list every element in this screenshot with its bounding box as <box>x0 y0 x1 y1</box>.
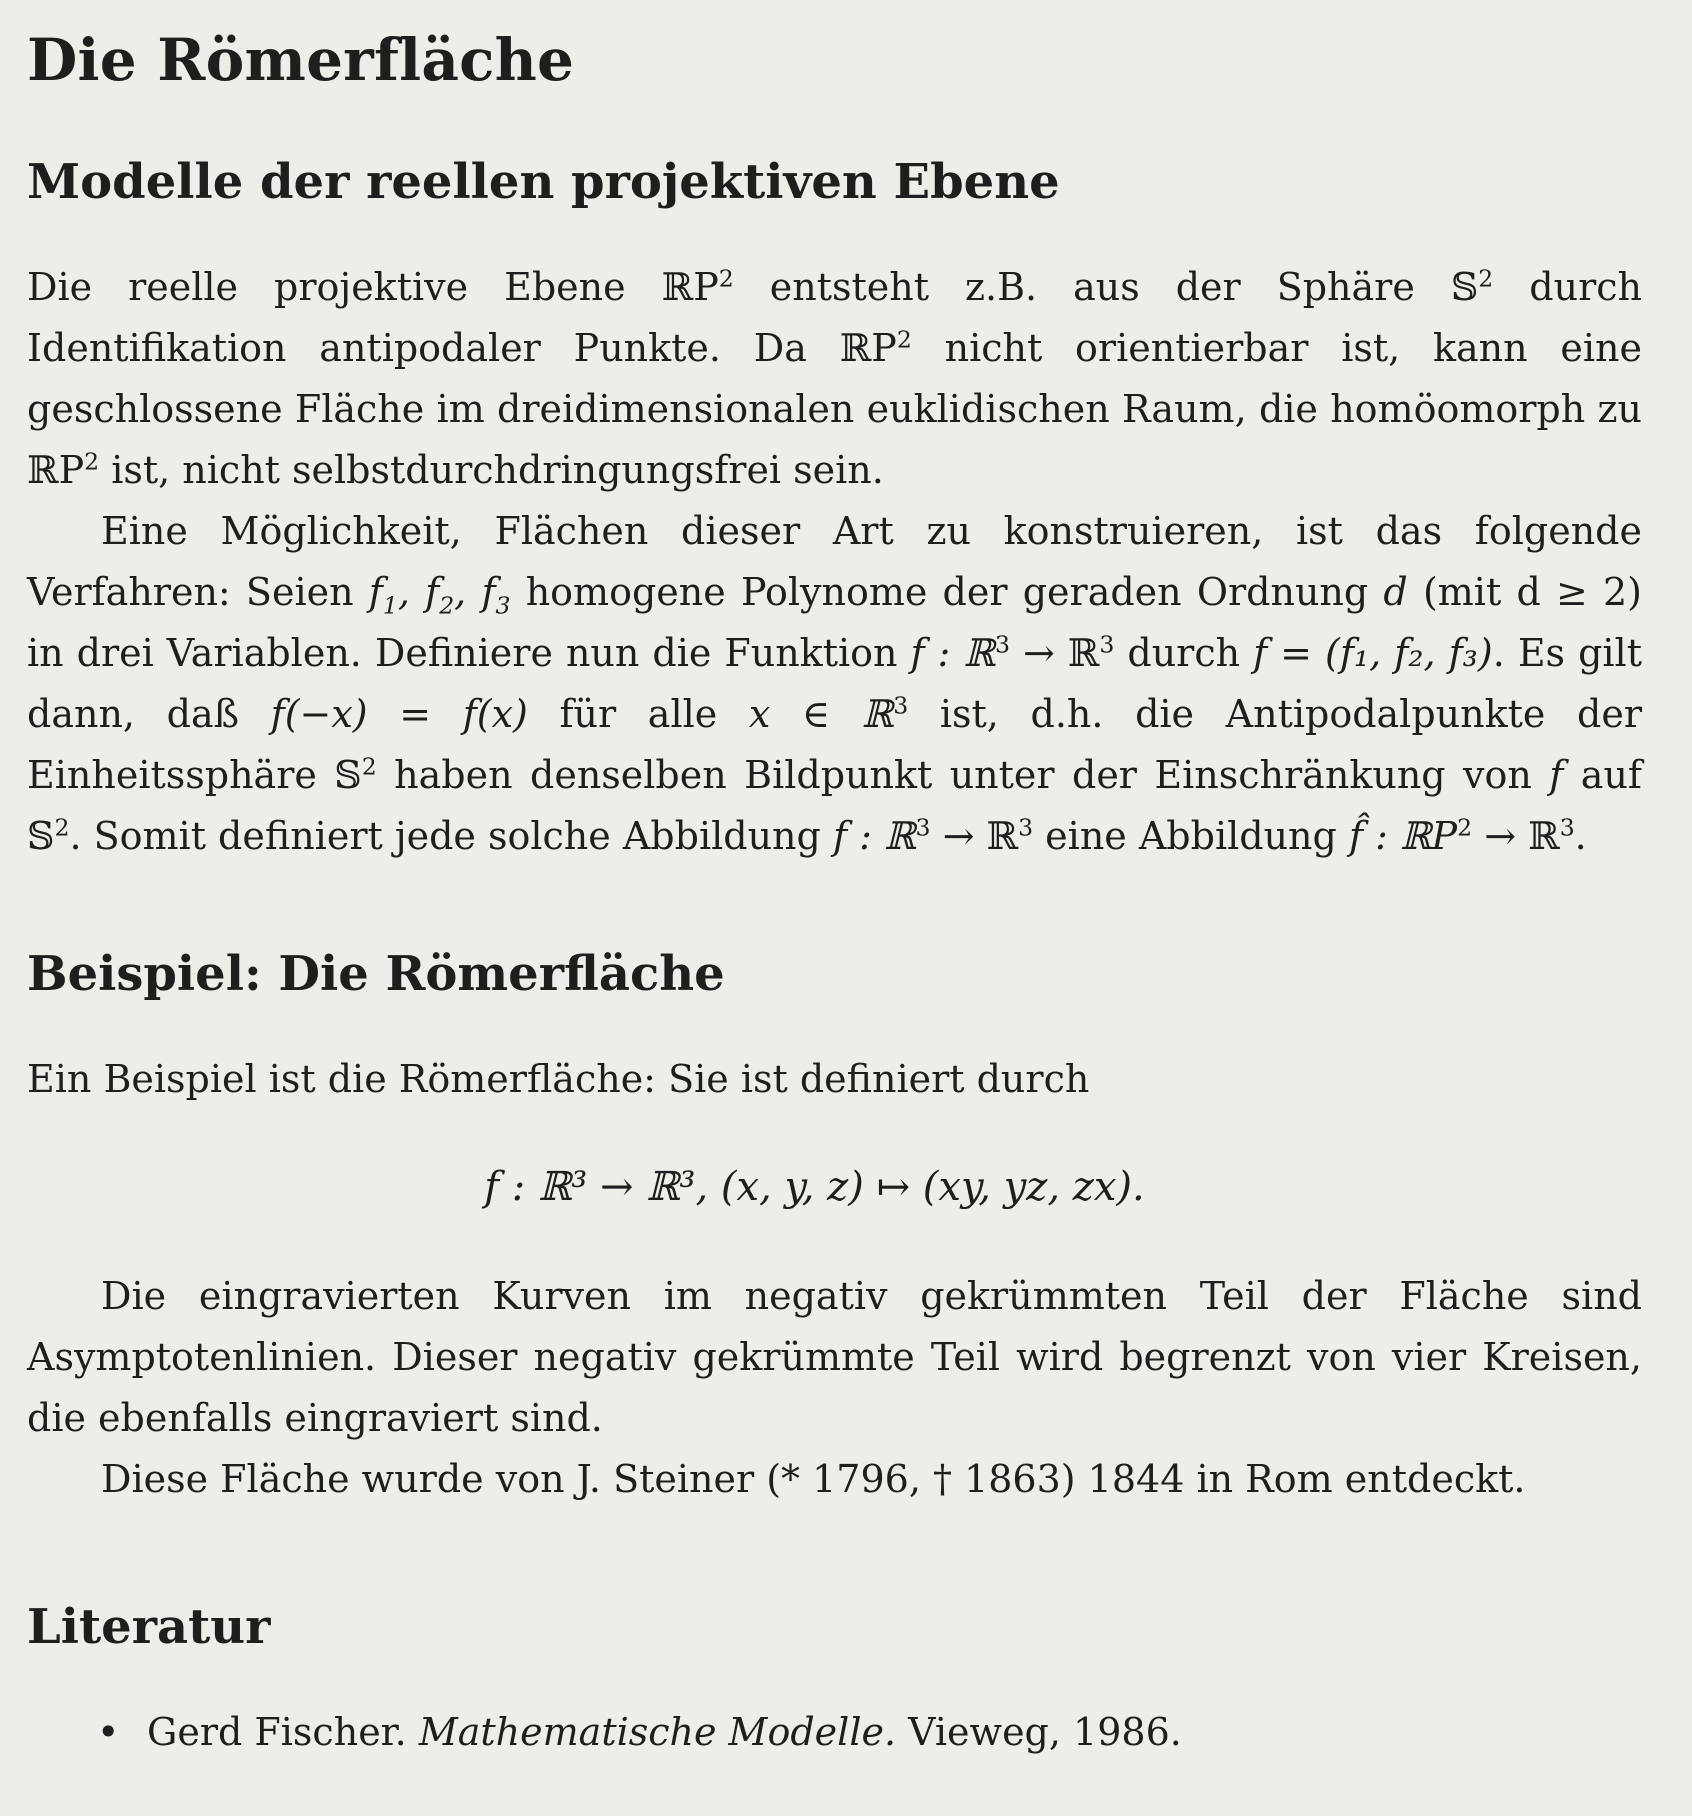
math-f-r3-r3: f : ℝ$^3$ → ℝ$^3$ <box>832 813 1034 858</box>
reference-publisher: Vieweg, 1986. <box>896 1710 1182 1754</box>
list-item <box>97 1702 1642 1763</box>
paragraph-projective-plane: Die reelle projektive Ebene ℝP$^2$ entsteht z.B. aus der Sphäre 𝕊$^2$ durch Identifikation antipodaler Punkte. Da ℝP$^2$ nicht orientierbar ist, kann eine geschlossene Fläche im dreidimensionalen euklidischen Raum, die homöomorph zu ℝP$^2$ ist, nicht selbstdurchdringungsfrei sein. <box>27 264 1643 492</box>
display-formula: f : ℝ³ → ℝ³, (x, y, z) ↦ (xy, yz, zx). <box>484 1164 1145 1210</box>
bullet-icon: • <box>97 1710 120 1754</box>
math-rp2: ℝP$^2$ <box>839 325 912 370</box>
section-heading-literature: Literatur <box>27 1599 271 1655</box>
paragraph-steiner: Diese Fläche wurde von J. Steiner (* 1796, † 1863) 1844 in Rom entdeckt. <box>101 1457 1526 1501</box>
literature-list <box>27 1702 1642 1763</box>
math-fhat: f̂ : ℝP$^2$ → ℝ$^3$ <box>1348 813 1575 858</box>
reference-author: Gerd Fischer. <box>147 1710 419 1754</box>
math-f1-f2-f3: $f_1$, $f_2$, $f_3$ <box>368 570 511 620</box>
math-x-in-r3: x ∈ ℝ$^3$ <box>748 691 909 736</box>
paragraph-asymptotic-lines: Die eingravierten Kurven im negativ gekrümmten Teil der Fläche sind Asymptotenlinien. Dieser negativ gekrümmte Teil wird begrenzt von vier Kreisen, die ebenfalls eingraviert sind. <box>27 1274 1642 1440</box>
math-d-ge-2: d ≥ 2 <box>1516 570 1628 614</box>
section-heading-example: Beispiel: Die Römerfläche <box>27 946 725 1002</box>
math-f: f <box>1549 753 1564 797</box>
math-s2: 𝕊$^2$ <box>334 752 377 797</box>
math-s2: 𝕊$^2$ <box>1450 264 1494 309</box>
math-d: d <box>1383 570 1408 614</box>
section-heading-models: Modelle der reellen projektiven Ebene <box>27 154 1060 210</box>
math-f-symmetry: f(−x) = f(x) <box>270 692 528 736</box>
math-rp2: ℝP$^2$ <box>27 447 100 492</box>
math-f-r3-r3: f : ℝ$^3$ → ℝ$^3$ <box>910 630 1115 675</box>
math-rp2: ℝP$^2$ <box>661 264 734 309</box>
paragraph-construction: Eine Möglichkeit, Flächen dieser Art zu konstruieren, ist das folgende Verfahren: Seien $f_1$, $f_2$, $f_3$ homogene Polynome der geraden Ordnung d (mit d ≥ 2) in drei Variablen. Definiere nun die Funktion f : ℝ$^3$ → ℝ$^3$ durch f = (f₁, f₂, f₃). Es gilt dann, daß f(−x) = f(x) für alle x ∈ ℝ$^3$ ist, d.h. die Antipodalpunkte der Einheitssphäre 𝕊$^2$ haben denselben Bildpunkt unter der Einschränkung von f auf 𝕊$^2$. Somit definiert jede solche Abbildung f : ℝ$^3$ → ℝ$^3$ eine Abbildung f̂ : ℝP$^2$ → ℝ$^3$. <box>27 509 1642 858</box>
paragraph-example-intro: Ein Beispiel ist die Römerfläche: Sie ist definiert durch <box>27 1057 1090 1101</box>
math-f-tuple: f = (f₁, f₂, f₃) <box>1253 631 1493 675</box>
reference-title: Mathematische Modelle. <box>418 1710 897 1754</box>
page-title: Die Römerfläche <box>27 26 575 94</box>
math-s2: 𝕊$^2$ <box>27 813 70 858</box>
